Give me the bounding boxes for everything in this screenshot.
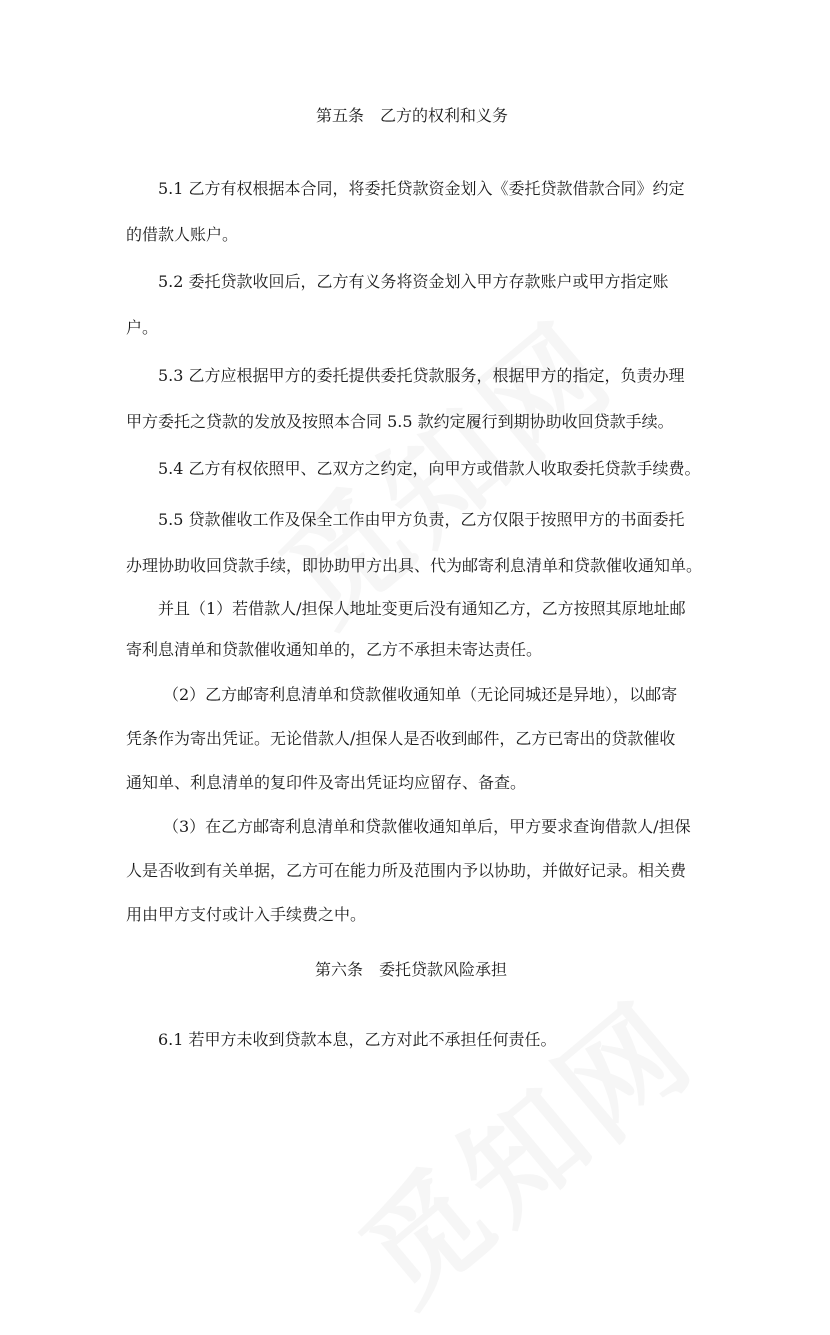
paragraph-5-4: 5.4 乙方有权依照甲、乙双方之约定，向甲方或借款人收取委托贷款手续费。 <box>158 459 701 478</box>
paragraph-item-3-line-2: 人是否收到有关单据，乙方可在能力所及范围内予以协助，并做好记录。相关费 <box>126 861 687 880</box>
paragraph-5-5-line-2: 办理协助收回贷款手续，即协助甲方出具、代为邮寄利息清单和贷款催收通知单。 <box>126 556 703 575</box>
paragraph-item-2-line-2: 凭条作为寄出凭证。无论借款人/担保人是否收到邮件，乙方已寄出的贷款催收 <box>126 729 676 748</box>
paragraph-and-line-1: 并且（1）若借款人/担保人地址变更后没有通知乙方，乙方按照其原地址邮 <box>158 599 686 618</box>
paragraph-5-3-line-1: 5.3 乙方应根据甲方的委托提供委托贷款服务，根据甲方的指定，负责办理 <box>158 366 685 385</box>
article-6-heading: 第六条 委托贷款风险承担 <box>315 960 508 979</box>
paragraph-item-2-line-3: 通知单、利息清单的复印件及寄出凭证均应留存、备查。 <box>126 773 527 792</box>
paragraph-5-1-line-1: 5.1 乙方有权根据本合同，将委托贷款资金划入《委托贷款借款合同》约定 <box>158 179 685 198</box>
paragraph-item-3-line-3: 用由甲方支付或计入手续费之中。 <box>126 905 367 924</box>
paragraph-5-1-line-2: 的借款人账户。 <box>126 225 239 244</box>
article-5-heading: 第五条 乙方的权利和义务 <box>316 106 509 125</box>
watermark <box>320 957 725 1335</box>
paragraph-5-2-line-2: 户。 <box>126 318 159 337</box>
paragraph-5-3-line-2: 甲方委托之贷款的发放及按照本合同 5.5 款约定履行到期协助收回贷款手续。 <box>126 412 674 431</box>
paragraph-5-2-line-1: 5.2 委托贷款收回后，乙方有义务将资金划入甲方存款账户或甲方指定账 <box>158 272 669 291</box>
paragraph-5-5-line-1: 5.5 贷款催收工作及保全工作由甲方负责，乙方仅限于按照甲方的书面委托 <box>158 510 685 529</box>
paragraph-item-3-line-1: （3）在乙方邮寄利息清单和贷款催收通知单后，甲方要求查询借款人/担保 <box>163 817 691 836</box>
paragraph-item-2-line-1: （2）乙方邮寄利息清单和贷款催收通知单（无论同城还是异地），以邮寄 <box>163 685 678 704</box>
paragraph-6-1: 6.1 若甲方未收到贷款本息，乙方对此不承担任何责任。 <box>158 1030 557 1049</box>
paragraph-and-line-2: 寄利息清单和贷款催收通知单的，乙方不承担未寄达责任。 <box>126 640 543 659</box>
